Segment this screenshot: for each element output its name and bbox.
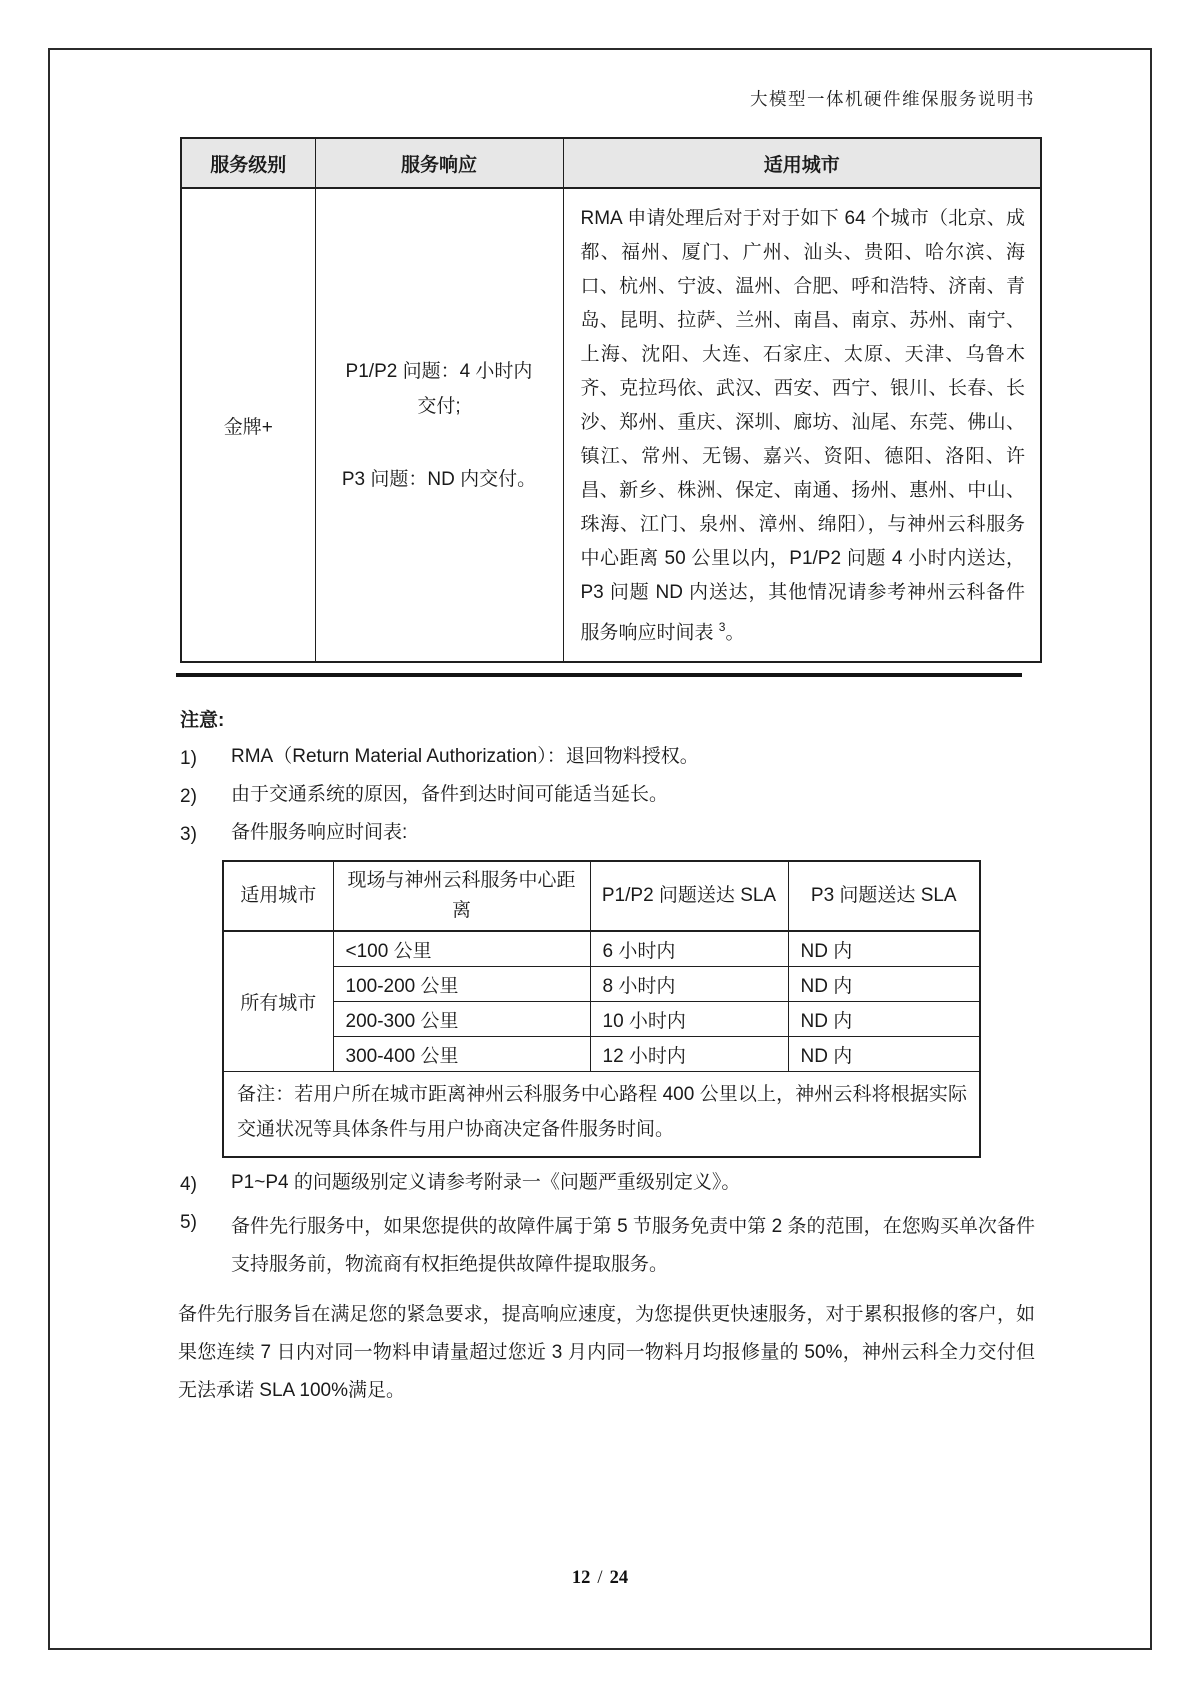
city-scope-cell: 所有城市	[223, 931, 333, 1072]
p3-sla-cell: ND 内	[788, 1002, 980, 1037]
cities-text: RMA 申请处理后对于对于如下 64 个城市（北京、成都、福州、厦门、广州、汕头、贵阳、哈尔滨、海口、杭州、宁波、温州、合肥、呼和浩特、济南、青岛、昆明、拉萨、兰州、南昌、南京、苏州、南宁、上海、沈阳、大连、石家庄、太原、天津、乌鲁木齐、克拉玛依、武汉、西安、西宁、银川、长春、长沙、郑州、重庆、深圳、廊坊、汕尾、东莞、佛山、镇江、常州、无锡、嘉兴、资阳、德阳、洛阳、许昌、新乡、株洲、保定、南通、扬州、惠州、中山、珠海、江门、泉州、漳州、绵阳），与神州云科服务中心距离 50 公里以内，P1/P2 问题 4 小时内送达，P3 问题 ND 内送达，其他情况请参考神州云科备件服务响应时间表	[580, 208, 1025, 644]
p1p2-sla-cell: 8 小时内	[590, 967, 788, 1002]
table-remark: 备注：若用户所在城市距离神州云科服务中心路程 400 公里以上，神州云科将根据实际交通状况等具体条件与用户协商决定备件服务时间。	[223, 1072, 980, 1158]
table-row	[223, 931, 980, 967]
note-item-3	[180, 822, 1035, 848]
note-number: 3)	[180, 824, 197, 846]
column-header-applicable-cities: 适用城市	[563, 138, 1041, 188]
p1p2-sla-cell: 12 小时内	[590, 1037, 788, 1072]
p1p2-sla-cell: 6 小时内	[590, 931, 788, 967]
closing-paragraph: 备件先行服务旨在满足您的紧急要求，提高响应速度，为您提供更快速服务，对于累积报修的客户，如果您连续 7 日内对同一物料申请量超过您近 3 月内同一物料月均报修量的 50%，神州云科全力交付但无法承诺 SLA 100%满足。	[178, 1304, 1035, 1402]
section-divider	[176, 673, 1022, 677]
response-p3: P3 问题：ND 内交付。	[341, 468, 537, 490]
p3-sla-cell: ND 内	[788, 931, 980, 967]
page-content	[50, 50, 1150, 1410]
note-item-4	[180, 1172, 1035, 1198]
footnote-reference: 3	[718, 620, 726, 634]
table-header-row	[223, 861, 980, 931]
applicable-cities-cell	[563, 188, 1041, 662]
note-text: P1~P4 的问题级别定义请参考附录一《问题严重级别定义》。	[231, 1172, 741, 1194]
note-item-2	[180, 784, 1035, 810]
note-text: 备件服务响应时间表:	[231, 822, 408, 844]
note-number: 2)	[180, 786, 197, 808]
service-response-cell	[315, 188, 563, 662]
table-row	[181, 188, 1041, 662]
p3-sla-cell: ND 内	[788, 967, 980, 1002]
spare-parts-sla-table	[222, 860, 981, 1158]
distance-cell: 200-300 公里	[333, 1002, 590, 1037]
table-row	[223, 1002, 980, 1037]
note-item-1	[180, 746, 1035, 772]
distance-cell: 300-400 公里	[333, 1037, 590, 1072]
column-header-applicable-cities: 适用城市	[223, 861, 333, 931]
table-header-row	[181, 138, 1041, 188]
column-header-p1p2-sla: P1/P2 问题送达 SLA	[590, 861, 788, 931]
page-number-separator: /	[597, 1568, 603, 1588]
note-number: 4)	[180, 1174, 197, 1196]
distance-cell: 100-200 公里	[333, 967, 590, 1002]
total-page-number: 24	[609, 1568, 629, 1588]
note-text: 备件先行服务中，如果您提供的故障件属于第 5 节服务免责中第 2 条的范围，在您购买单次备件支持服务前，物流商有权拒绝提供故障件提取服务。	[231, 1216, 1035, 1276]
note-text: 由于交通系统的原因，备件到达时间可能适当延长。	[231, 784, 669, 806]
note-item-5	[180, 1210, 1035, 1284]
current-page-number: 12	[571, 1568, 591, 1588]
table-remark-row	[223, 1072, 980, 1158]
response-p1p2: P1/P2 问题：4 小时内交付;	[345, 360, 533, 417]
column-header-distance: 现场与神州云科服务中心距离	[333, 861, 590, 931]
note-text: RMA（Return Material Authorization）：退回物料授权。	[231, 746, 699, 768]
column-header-p3-sla: P3 问题送达 SLA	[788, 861, 980, 931]
column-header-service-response: 服务响应	[315, 138, 563, 188]
p1p2-sla-cell: 10 小时内	[590, 1002, 788, 1037]
cities-text-period: 。	[725, 622, 745, 644]
column-header-service-level: 服务级别	[181, 138, 315, 188]
note-number: 5)	[180, 1212, 197, 1234]
note-number: 1)	[180, 748, 197, 770]
table-row	[223, 1037, 980, 1072]
service-level-cell: 金牌+	[181, 188, 315, 662]
notes-heading: 注意:	[180, 710, 225, 732]
table-row	[223, 967, 980, 1002]
service-level-table	[180, 137, 1042, 663]
document-header-title: 大模型一体机硬件维保服务说明书	[750, 89, 1035, 109]
p3-sla-cell: ND 内	[788, 1037, 980, 1072]
distance-cell: <100 公里	[333, 931, 590, 967]
page-number	[0, 1568, 1200, 1589]
